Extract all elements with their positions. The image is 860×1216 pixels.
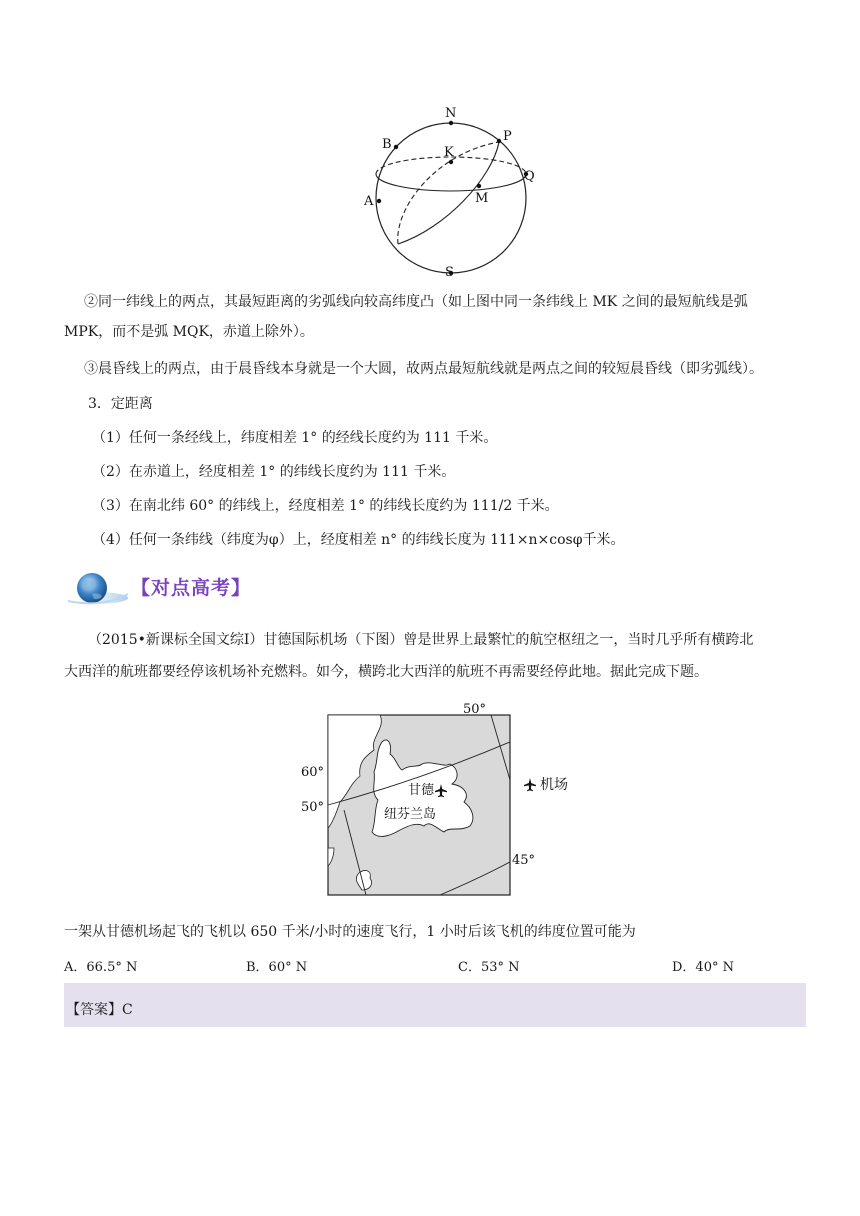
heading-3: 3．定距离 bbox=[88, 396, 153, 412]
question-intro-line2: 大西洋的航班都要经停该机场补充燃料。如今，横跨北大西洋的航班不再需要经停此地。据此完成下题。 bbox=[64, 664, 708, 680]
question-stem: 一架从甘德机场起飞的飞机以 650 千米/小时的速度飞行，1 小时后该飞机的纬度位置可能为 bbox=[64, 924, 636, 940]
point-m bbox=[477, 184, 481, 188]
label-gander: 甘德 bbox=[408, 783, 435, 798]
option-c[interactable]: C．53° N bbox=[458, 960, 520, 975]
label-k: K bbox=[444, 145, 454, 160]
label-a: A bbox=[364, 194, 374, 209]
distance-item-2: （2）在赤道上，经度相差 1° 的纬线长度约为 111 千米。 bbox=[92, 464, 456, 480]
latitude-front bbox=[376, 174, 526, 191]
label-s: S bbox=[445, 265, 454, 280]
label-45: 45° bbox=[512, 853, 536, 868]
paragraph-3: ③晨昏线上的两点，由于晨昏线本身就是一个大圆，故两点最短航线就是两点之间的较短晨昏线（即劣弧线）。 bbox=[84, 361, 763, 377]
label-b: B bbox=[382, 137, 392, 152]
section-title: 【对点高考】 bbox=[131, 577, 252, 599]
label-q: Q bbox=[524, 169, 535, 184]
paragraph-2-line2: MPK，而不是弧 MQK，赤道上除外）。 bbox=[64, 324, 314, 340]
option-b[interactable]: B．60° N bbox=[246, 960, 308, 975]
legend-label: 机场 bbox=[540, 777, 568, 793]
label-island: 纽芬兰岛 bbox=[384, 807, 437, 822]
answer-text: 【答案】C bbox=[66, 1002, 133, 1018]
question-intro-line1: （2015•新课标全国文综Ⅰ）甘德国际机场（下图）曾是世界上最繁忙的航空枢纽之一，当时几乎所有横跨北 bbox=[88, 632, 754, 648]
label-n: N bbox=[445, 106, 457, 121]
point-k bbox=[449, 160, 453, 164]
distance-item-1: （1）任何一条经线上，纬度相差 1° 的经线长度约为 111 千米。 bbox=[92, 430, 498, 446]
point-b bbox=[394, 145, 398, 149]
paragraph-2-line1: ②同一纬线上的两点，其最短距离的劣弧线向较高纬度凸（如上图中同一条纬线上 MK 之间的最短航线是弧 bbox=[84, 294, 748, 310]
point-n bbox=[449, 121, 453, 125]
point-p bbox=[497, 139, 501, 143]
distance-item-4: （4）任何一条纬线（纬度为φ）上，经度相差 n° 的纬线长度为 111×n×cosφ千米。 bbox=[92, 532, 625, 548]
option-a[interactable]: A．66.5° N bbox=[64, 960, 138, 975]
label-50-left: 50° bbox=[301, 800, 325, 815]
globe-diagram bbox=[356, 98, 546, 288]
label-m: M bbox=[475, 191, 489, 206]
distance-item-3: （3）在南北纬 60° 的纬线上，经度相差 1° 的纬线长度约为 111/2 千米。 bbox=[92, 498, 559, 514]
legend-airplane-icon bbox=[524, 778, 536, 791]
option-d[interactable]: D．40° N bbox=[672, 960, 734, 975]
newfoundland-map bbox=[300, 698, 580, 898]
point-a bbox=[377, 199, 381, 203]
label-60-left: 60° bbox=[301, 765, 325, 780]
answer-box bbox=[64, 983, 806, 1027]
label-p: P bbox=[503, 129, 512, 144]
label-50-top: 50° bbox=[463, 702, 487, 717]
